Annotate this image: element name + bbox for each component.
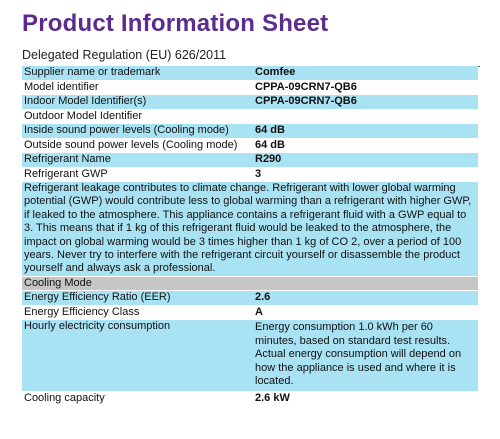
table-row bbox=[22, 167, 478, 182]
product-info-table bbox=[22, 66, 478, 406]
row-label: Inside sound power levels (Cooling mode) bbox=[22, 124, 246, 139]
row-label: Cooling capacity bbox=[22, 391, 246, 406]
row-value: CPPA-09CRN7-QB6 bbox=[253, 95, 478, 110]
row-label: Outdoor Model Identifier bbox=[22, 109, 246, 124]
row-label: Hourly electricity consumption bbox=[22, 320, 246, 392]
row-label: Model identifier bbox=[22, 80, 246, 95]
row-label: Refrigerant Name bbox=[22, 153, 246, 168]
row-label: Energy Efficiency Class bbox=[22, 305, 246, 320]
table-row bbox=[22, 66, 478, 80]
table-row bbox=[22, 291, 478, 306]
gwp-warning-text: Refrigerant leakage contributes to climate change. Refrigerant with lower global warming potential (GWP) would contribute less to global warming than a refrigerant with higher GWP, if leaked to the atmosphere. This appliance contains a refrigerant fluid with a GWP equal to 3. This means that if 1 kg of this refrigerant fluid would be leaked to the atmosphere, the impact on global warming would be 3 times higher than 1 kg of CO 2, over a period of 100 years. Never try to interfere with the refrigerant circuit yourself or disassemble the product yourself and always ask a professional. bbox=[22, 182, 478, 277]
table-row bbox=[22, 124, 478, 139]
row-label: Indoor Model Identifier(s) bbox=[22, 95, 246, 110]
row-value: Comfee bbox=[253, 66, 478, 80]
row-value: 64 dB bbox=[253, 124, 478, 139]
row-value: CPPA-09CRN7-QB6 bbox=[253, 80, 478, 95]
row-label: Refrigerant GWP bbox=[22, 167, 246, 182]
table-row bbox=[22, 109, 478, 124]
row-value: 2.6 kW bbox=[253, 391, 478, 406]
table-row bbox=[22, 305, 478, 320]
row-value: 2.6 bbox=[253, 291, 478, 306]
row-value: 3 bbox=[253, 167, 478, 182]
table-row bbox=[22, 153, 478, 168]
table-row bbox=[22, 95, 478, 110]
row-value: A bbox=[253, 305, 478, 320]
row-value: 64 dB bbox=[253, 138, 478, 153]
regulation-subtitle: Delegated Regulation (EU) 626/2011 bbox=[22, 48, 480, 67]
row-value bbox=[253, 109, 478, 124]
page-title: Product Information Sheet bbox=[22, 10, 329, 37]
row-value: R290 bbox=[253, 153, 478, 168]
table-row bbox=[22, 80, 478, 95]
gwp-warning-row bbox=[22, 182, 478, 277]
row-label: Energy Efficiency Ratio (EER) bbox=[22, 291, 246, 306]
table-row bbox=[22, 138, 478, 153]
section-heading-row bbox=[22, 276, 478, 291]
row-value: Energy consumption 1.0 kWh per 60 minutes, based on standard test results. Actual energy consumption will depend on how the appliance is used and where it is located. bbox=[253, 320, 478, 392]
table-row bbox=[22, 391, 478, 406]
row-label: Outside sound power levels (Cooling mode) bbox=[22, 138, 246, 153]
table-row bbox=[22, 320, 478, 392]
row-label: Supplier name or trademark bbox=[22, 66, 246, 80]
cooling-mode-heading: Cooling Mode bbox=[22, 276, 478, 291]
